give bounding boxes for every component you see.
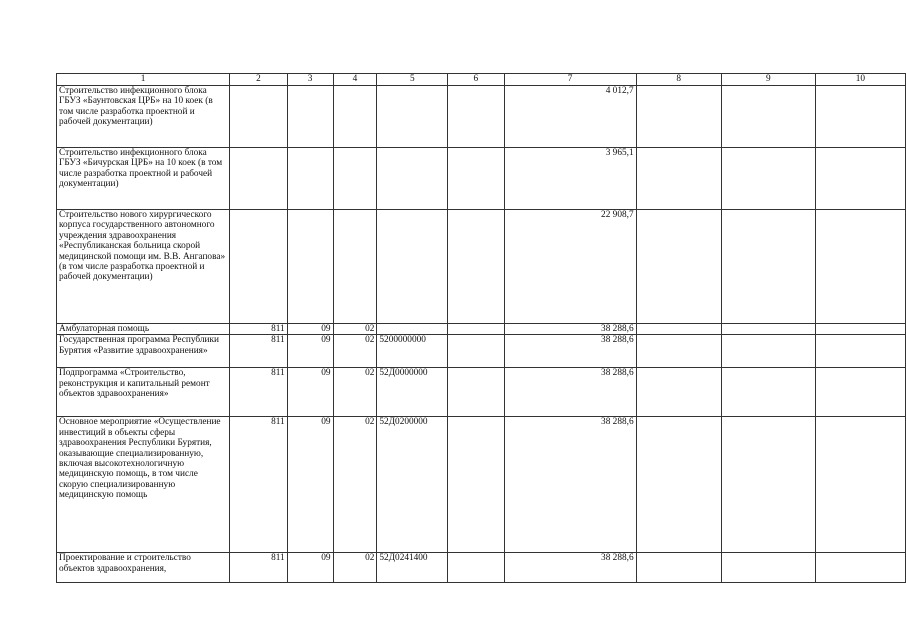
col9-cell [721, 335, 815, 368]
amount-cell: 4 012,7 [504, 86, 636, 148]
column-header: 6 [448, 74, 504, 86]
amount-cell: 38 288,6 [504, 553, 636, 583]
section-code-cell [287, 210, 333, 324]
target-article-cell [377, 210, 448, 324]
table-row [57, 553, 906, 583]
section-code-cell: 09 [287, 553, 333, 583]
amount-cell: 22 908,7 [504, 210, 636, 324]
section-code-cell: 09 [287, 335, 333, 368]
row-name-cell: Амбулаторная помощь [57, 324, 230, 335]
budget-table [56, 73, 906, 583]
row-name-cell: Строительство инфекционного блока ГБУЗ «Бичурская ЦРБ» на 10 коек (в том числе разработка проектной и рабочей документации) [57, 148, 230, 210]
section-code-cell [287, 148, 333, 210]
amount-cell: 3 965,1 [504, 148, 636, 210]
col9-cell [721, 324, 815, 335]
target-article-cell: 5200000000 [377, 335, 448, 368]
col10-cell [815, 335, 905, 368]
expense-type-cell [448, 148, 504, 210]
column-header: 2 [230, 74, 288, 86]
chapter-code-cell: 811 [230, 368, 288, 417]
row-name-cell: Строительство нового хирургического корпуса государственного автономного учреждения здравоохранения «Республиканская больница скорой медицинской помощи им. В.В. Ангапова» (в том числе разработка проектной и рабочей документации) [57, 210, 230, 324]
chapter-code-cell: 811 [230, 417, 288, 553]
expense-type-cell [448, 417, 504, 553]
expense-type-cell [448, 210, 504, 324]
column-header: 7 [504, 74, 636, 86]
amount-cell: 38 288,6 [504, 368, 636, 417]
table-row [57, 86, 906, 148]
column-header: 8 [636, 74, 721, 86]
table-row [57, 210, 906, 324]
target-article-cell: 52Д0200000 [377, 417, 448, 553]
table-row [57, 417, 906, 553]
amount-cell: 38 288,6 [504, 417, 636, 553]
expense-type-cell [448, 335, 504, 368]
row-name-cell: Проектирование и строительство объектов здравоохранения, [57, 553, 230, 583]
table-row [57, 335, 906, 368]
col9-cell [721, 417, 815, 553]
chapter-code-cell [230, 148, 288, 210]
column-header: 5 [377, 74, 448, 86]
target-article-cell: 52Д0241400 [377, 553, 448, 583]
subsection-code-cell [333, 148, 377, 210]
target-article-cell [377, 324, 448, 335]
subsection-code-cell: 02 [333, 553, 377, 583]
col8-cell [636, 210, 721, 324]
col10-cell [815, 210, 905, 324]
amount-cell: 38 288,6 [504, 335, 636, 368]
row-name-cell: Подпрограмма «Строительство, реконструкция и капитальный ремонт объектов здравоохранения» [57, 368, 230, 417]
target-article-cell: 52Д0000000 [377, 368, 448, 417]
section-code-cell: 09 [287, 417, 333, 553]
row-name-cell: Государственная программа Республики Бурятия «Развитие здравоохранения» [57, 335, 230, 368]
column-header: 10 [815, 74, 905, 86]
col9-cell [721, 368, 815, 417]
target-article-cell [377, 86, 448, 148]
column-header: 3 [287, 74, 333, 86]
column-header: 4 [333, 74, 377, 86]
expense-type-cell [448, 86, 504, 148]
col8-cell [636, 368, 721, 417]
col9-cell [721, 210, 815, 324]
col9-cell [721, 553, 815, 583]
expense-type-cell [448, 553, 504, 583]
expense-type-cell [448, 324, 504, 335]
subsection-code-cell: 02 [333, 368, 377, 417]
subsection-code-cell: 02 [333, 324, 377, 335]
col8-cell [636, 148, 721, 210]
col10-cell [815, 368, 905, 417]
table-row [57, 324, 906, 335]
section-code-cell: 09 [287, 324, 333, 335]
col8-cell [636, 553, 721, 583]
col8-cell [636, 324, 721, 335]
col10-cell [815, 417, 905, 553]
subsection-code-cell [333, 210, 377, 324]
subsection-code-cell [333, 86, 377, 148]
amount-cell: 38 288,6 [504, 324, 636, 335]
col8-cell [636, 417, 721, 553]
section-code-cell: 09 [287, 368, 333, 417]
table-row [57, 368, 906, 417]
col9-cell [721, 86, 815, 148]
budget-table-page [56, 73, 906, 583]
subsection-code-cell: 02 [333, 335, 377, 368]
col8-cell [636, 335, 721, 368]
column-header: 1 [57, 74, 230, 86]
column-header-row [57, 74, 906, 86]
chapter-code-cell [230, 86, 288, 148]
table-row [57, 148, 906, 210]
col10-cell [815, 148, 905, 210]
chapter-code-cell: 811 [230, 324, 288, 335]
row-name-cell: Строительство инфекционного блока ГБУЗ «Баунтовская ЦРБ» на 10 коек (в том числе разработка проектной и рабочей документации) [57, 86, 230, 148]
col10-cell [815, 324, 905, 335]
section-code-cell [287, 86, 333, 148]
chapter-code-cell: 811 [230, 335, 288, 368]
chapter-code-cell: 811 [230, 553, 288, 583]
col9-cell [721, 148, 815, 210]
subsection-code-cell: 02 [333, 417, 377, 553]
column-header: 9 [721, 74, 815, 86]
col10-cell [815, 86, 905, 148]
expense-type-cell [448, 368, 504, 417]
col10-cell [815, 553, 905, 583]
row-name-cell: Основное мероприятие «Осуществление инвестиций в объекты сферы здравоохранения Республики Бурятия, оказывающие специализированную, включая высокотехнологичную медицинскую помощь, в том числе скорую специализированную медицинскую помощь [57, 417, 230, 553]
col8-cell [636, 86, 721, 148]
chapter-code-cell [230, 210, 288, 324]
target-article-cell [377, 148, 448, 210]
